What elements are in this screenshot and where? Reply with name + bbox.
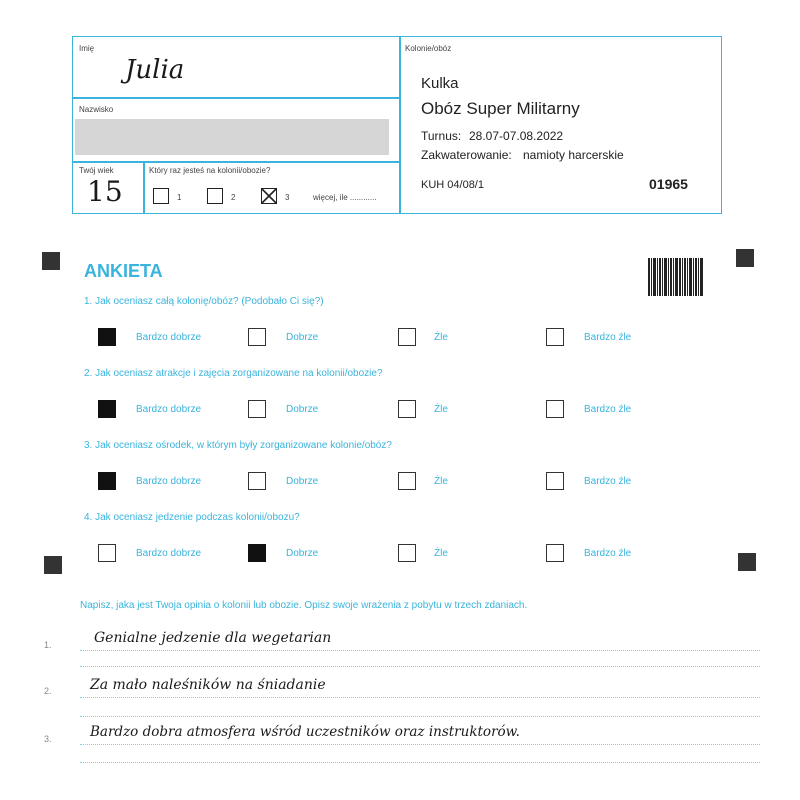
writing-line: [80, 666, 760, 667]
camp-name: Kulka: [421, 75, 459, 92]
camp-label: Kolonie/obóz: [405, 44, 452, 53]
q4-option-label: Dobrze: [286, 548, 319, 559]
q2-checkbox-1[interactable]: [98, 400, 116, 418]
camp-code: KUH 04/08/1: [421, 179, 484, 191]
q4-option-label: Bardzo źle: [584, 548, 632, 559]
q2-option-label: Dobrze: [286, 404, 319, 415]
q3-option-label: Bardzo źle: [584, 476, 632, 487]
writing-line: [80, 650, 760, 651]
q4-checkbox-1[interactable]: [98, 544, 116, 562]
q3-checkbox-4[interactable]: [546, 472, 564, 490]
q3-checkbox-2[interactable]: [248, 472, 266, 490]
accom-label: Zakwaterowanie:: [421, 148, 512, 162]
cross-mark-icon: [261, 188, 277, 204]
q1-option-label: Źle: [434, 332, 448, 343]
q2-checkbox-4[interactable]: [546, 400, 564, 418]
times-checkbox-3[interactable]: [261, 188, 277, 204]
turn-value: 28.07-07.08.2022: [469, 129, 564, 143]
name-label: Imię: [79, 44, 95, 53]
form-number: 01965: [649, 176, 688, 192]
q1-option-label: Bardzo dobrze: [136, 332, 202, 343]
times-checkbox-2[interactable]: [207, 188, 223, 204]
q3-checkbox-1[interactable]: [98, 472, 116, 490]
alignment-marker: [738, 553, 756, 571]
question-2: 2. Jak oceniasz atrakcje i zajęcia zorganizowane na kolonii/obozie?: [84, 368, 383, 379]
writing-line: [80, 716, 760, 717]
question-1: 1. Jak oceniasz całą kolonię/obóz? (Podobało Ci się?): [84, 296, 324, 307]
q1-checkbox-1[interactable]: [98, 328, 116, 346]
name-value: Julia: [125, 55, 185, 85]
line-number: 1.: [44, 640, 52, 650]
accom-value: namioty harcerskie: [523, 148, 624, 162]
opinion-line-3[interactable]: Bardzo dobra atmosfera wśród uczestników oraz instruktorów.: [90, 724, 520, 740]
opinion-prompt: Napisz, jaka jest Twoja opinia o kolonii lub obozie. Opisz swoje wrażenia z pobytu w trzech zdaniach.: [80, 600, 528, 611]
line-number: 2.: [44, 686, 52, 696]
line-number: 3.: [44, 734, 52, 744]
opinion-line-2[interactable]: Za mało naleśników na śniadanie: [90, 677, 326, 693]
q4-option-label: Źle: [434, 548, 448, 559]
divider: [73, 161, 399, 163]
times-option-2: 2: [231, 193, 236, 202]
divider: [143, 161, 145, 213]
times-more: więcej, ile ............: [313, 193, 377, 202]
surname-label: Nazwisko: [79, 105, 114, 114]
divider: [73, 97, 399, 99]
opinion-line-1[interactable]: Genialne jedzenie dla wegetarian: [94, 630, 332, 646]
q1-checkbox-3[interactable]: [398, 328, 416, 346]
writing-line: [80, 762, 760, 763]
camper-info-box: [72, 36, 722, 214]
turn-label: Turnus:: [421, 129, 462, 143]
question-4: 4. Jak oceniasz jedzenie podczas kolonii/obozu?: [84, 512, 300, 523]
q3-checkbox-3[interactable]: [398, 472, 416, 490]
q2-option-label: Źle: [434, 404, 448, 415]
alignment-marker: [736, 249, 754, 267]
q3-option-label: Bardzo dobrze: [136, 476, 202, 487]
writing-line: [80, 744, 760, 745]
q1-checkbox-2[interactable]: [248, 328, 266, 346]
q4-option-label: Bardzo dobrze: [136, 548, 202, 559]
q4-checkbox-4[interactable]: [546, 544, 564, 562]
camp-title: Obóz Super Militarny: [421, 99, 580, 118]
question-3: 3. Jak oceniasz ośrodek, w którym były zorganizowane kolonie/obóz?: [84, 440, 392, 451]
q4-checkbox-2[interactable]: [248, 544, 266, 562]
q2-checkbox-2[interactable]: [248, 400, 266, 418]
q1-checkbox-4[interactable]: [546, 328, 564, 346]
q3-option-label: Źle: [434, 476, 448, 487]
barcode-icon: [648, 258, 703, 296]
times-label: Który raz jesteś na kolonii/obozie?: [149, 166, 271, 175]
age-value: 15: [87, 175, 123, 208]
surname-redacted: [75, 119, 389, 155]
q2-checkbox-3[interactable]: [398, 400, 416, 418]
age-label: Twój wiek: [79, 166, 114, 175]
q3-option-label: Dobrze: [286, 476, 319, 487]
writing-line: [80, 697, 760, 698]
q1-option-label: Bardzo źle: [584, 332, 632, 343]
q2-option-label: Bardzo źle: [584, 404, 632, 415]
q1-option-label: Dobrze: [286, 332, 319, 343]
alignment-marker: [42, 252, 60, 270]
q4-checkbox-3[interactable]: [398, 544, 416, 562]
times-option-1: 1: [177, 193, 182, 202]
times-checkbox-1[interactable]: [153, 188, 169, 204]
q2-option-label: Bardzo dobrze: [136, 404, 202, 415]
times-option-3: 3: [285, 193, 290, 202]
survey-title: ANKIETA: [84, 261, 163, 281]
divider: [399, 37, 401, 213]
alignment-marker: [44, 556, 62, 574]
